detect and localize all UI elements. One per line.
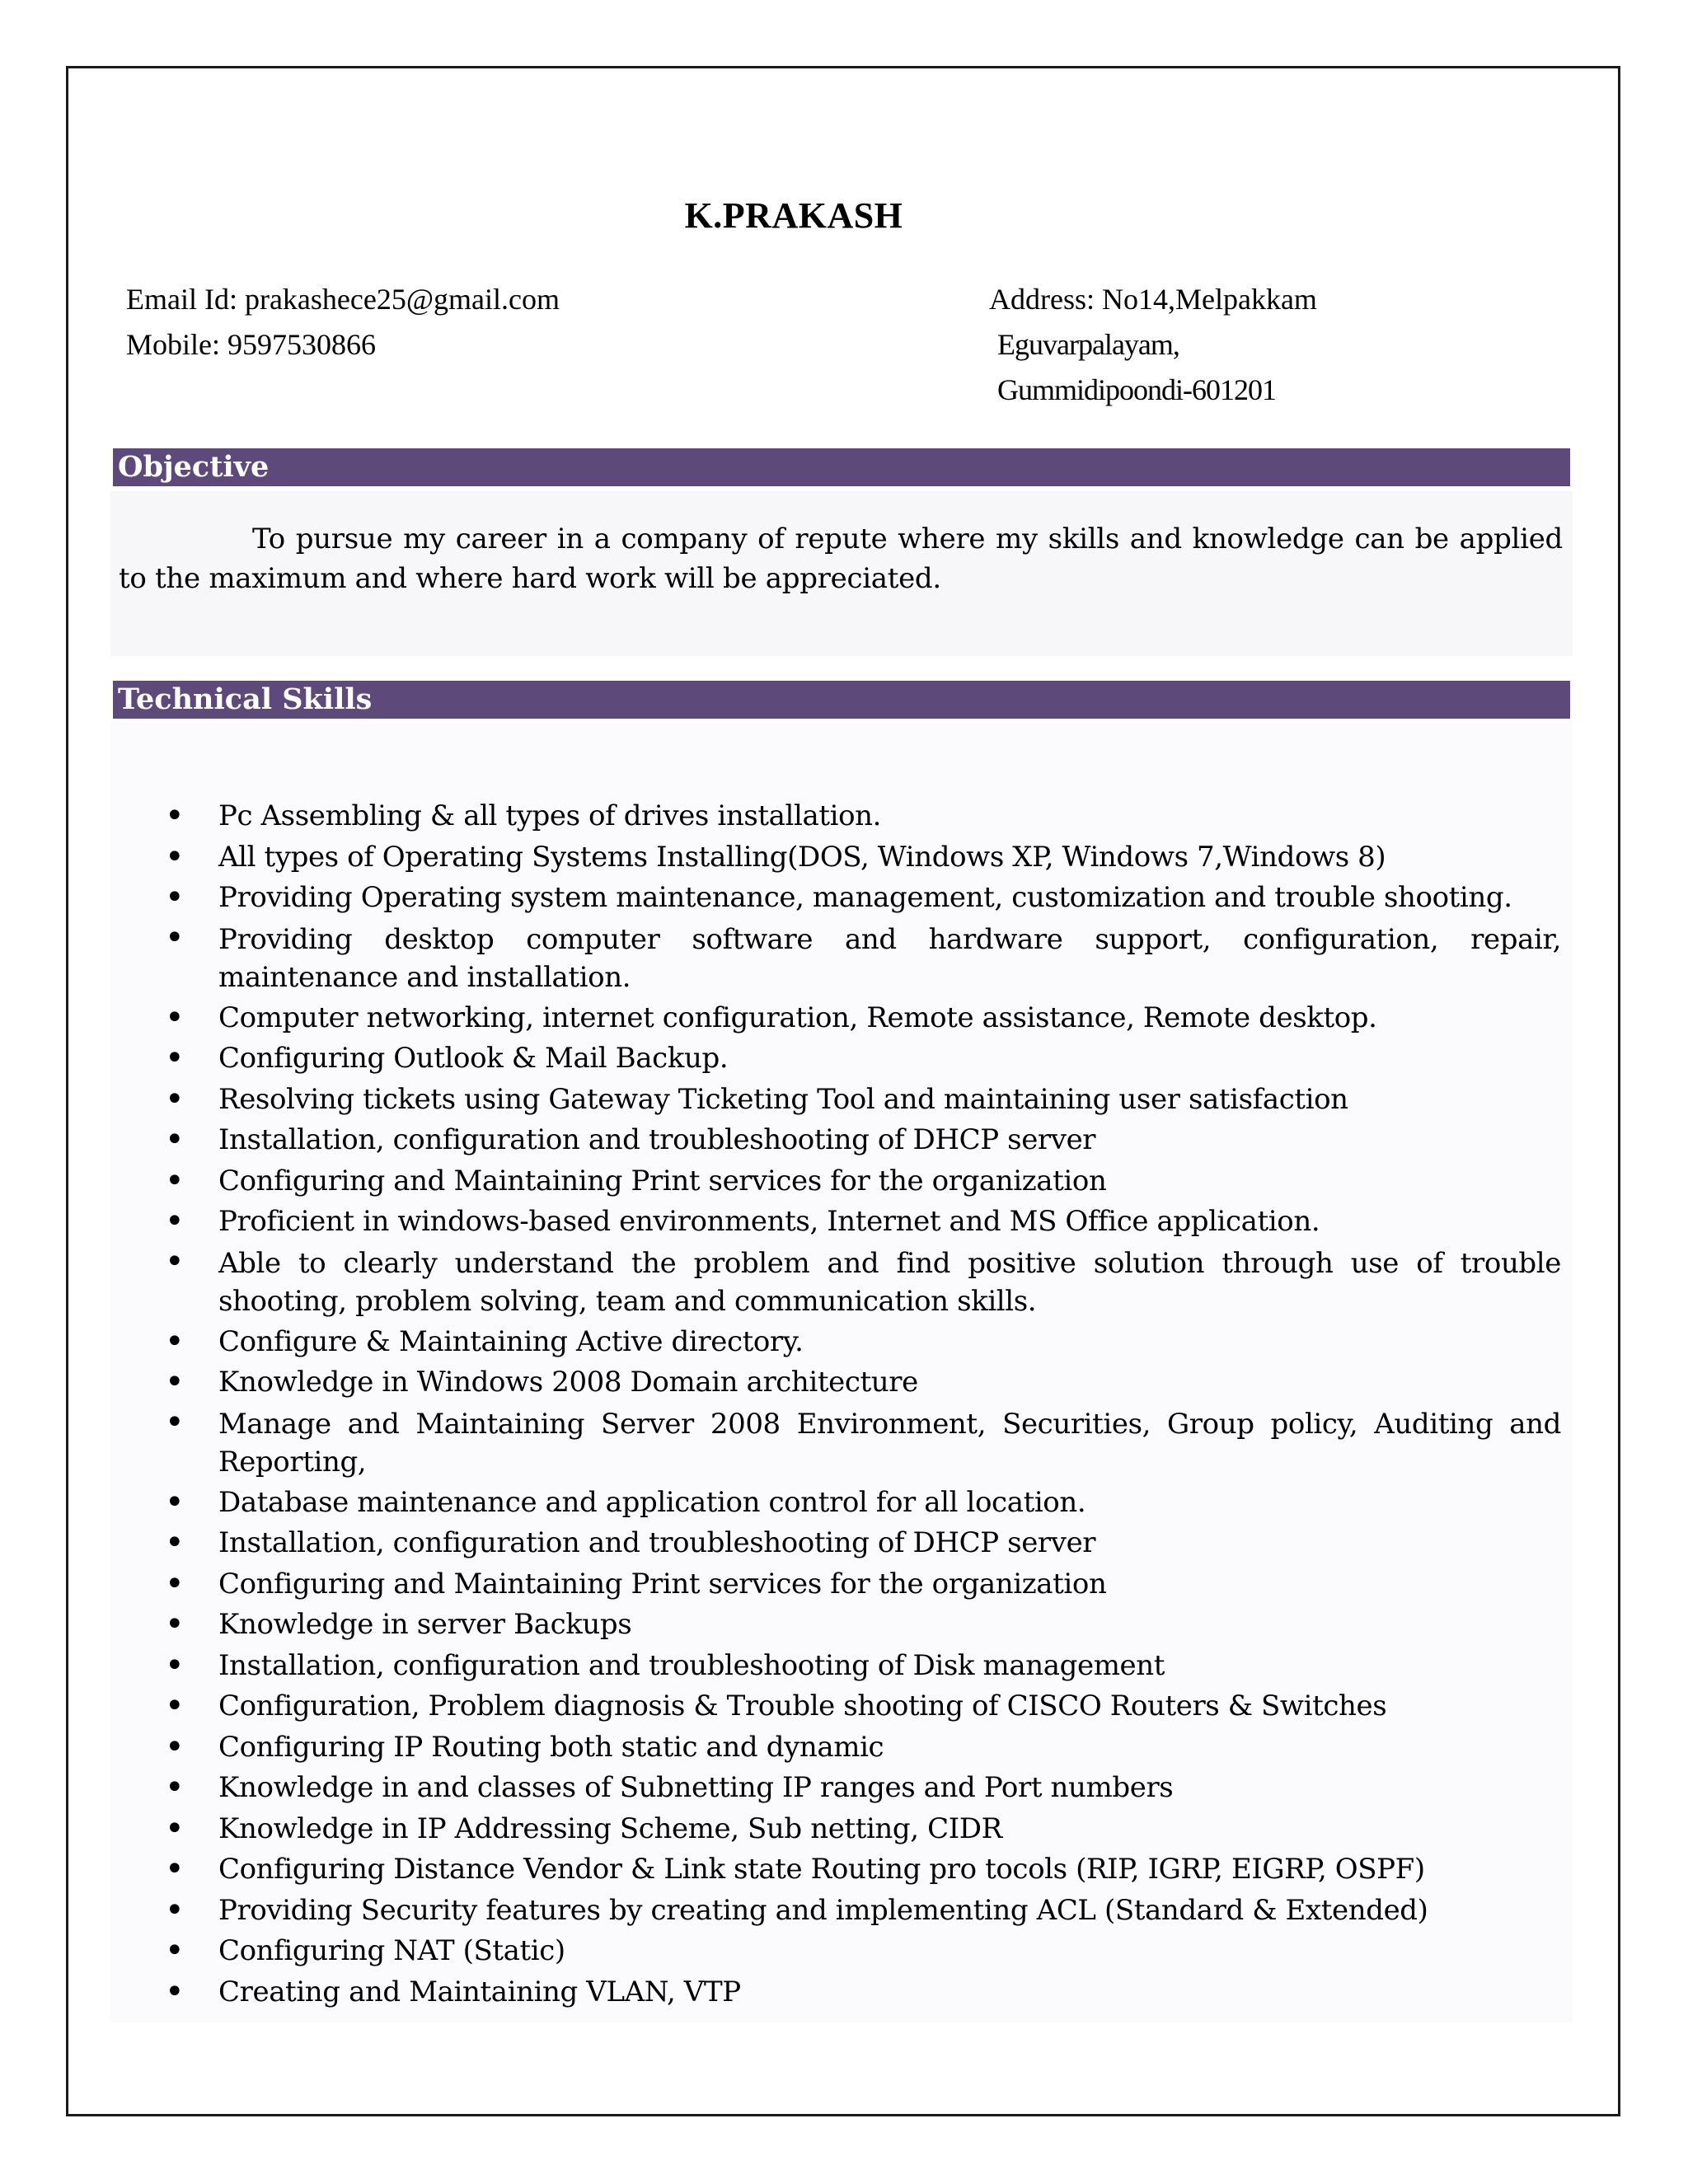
bullet-icon: • (165, 1972, 185, 2011)
skill-text: Providing Operating system maintenance, management, customization and trouble shooting. (218, 881, 1512, 914)
mobile-line: Mobile: 9597530866 (126, 328, 376, 361)
skill-text: Configuring IP Routing both static and dynamic (218, 1730, 884, 1764)
skill-text: Providing Security features by creating and implementing ACL (Standard & Extended) (218, 1893, 1428, 1927)
bullet-icon: • (165, 1932, 185, 1970)
skill-item (0, 1243, 1566, 1322)
skill-item (0, 1605, 1566, 1646)
address-block (989, 277, 1317, 413)
contact-info (126, 277, 560, 368)
skill-text: Knowledge in and classes of Subnetting IP ranges and Port numbers (218, 1771, 1174, 1804)
skill-item (0, 796, 1566, 837)
skill-item (0, 998, 1566, 1039)
skill-text: Configuring Outlook & Mail Backup. (218, 1042, 729, 1075)
skill-item (0, 1891, 1566, 1932)
skill-item (0, 1202, 1566, 1243)
bullet-icon: • (165, 1039, 185, 1077)
skill-item (0, 1931, 1566, 1972)
skill-item (0, 1523, 1566, 1564)
skill-text: Knowledge in server Backups (218, 1608, 632, 1641)
bullet-icon: • (165, 1850, 185, 1888)
bullet-icon: • (165, 1403, 185, 1441)
skill-item (0, 837, 1566, 879)
skill-item (0, 1483, 1566, 1524)
skill-item (0, 1646, 1566, 1687)
skill-item (0, 1362, 1566, 1404)
skill-item (0, 1686, 1566, 1727)
skill-item (0, 1080, 1566, 1121)
skill-item (0, 1322, 1566, 1363)
objective-text: To pursue my career in a company of repute where my skills and knowledge can be applied to the maximum and where hard work will be appreciated. (119, 523, 1563, 595)
bullet-icon: • (165, 1322, 185, 1361)
skill-text: Computer networking, internet configuration, Remote assistance, Remote desktop. (218, 1001, 1377, 1034)
skill-item (0, 1161, 1566, 1202)
skill-text: Pc Assembling & all types of drives installation. (218, 799, 882, 832)
bullet-icon: • (165, 1242, 185, 1281)
bullet-icon: • (165, 1483, 185, 1521)
skill-text: Configuring NAT (Static) (218, 1934, 565, 1967)
bullet-icon: • (165, 797, 185, 835)
skill-item (0, 1972, 1566, 2013)
skill-item (0, 1404, 1566, 1483)
address-line-1: Address: No14,Melpakkam (989, 283, 1317, 316)
skill-item (0, 1727, 1566, 1769)
technical-skills-heading: Technical Skills (113, 681, 1570, 719)
skill-text: Installation, configuration and troubleshooting of Disk management (218, 1648, 1165, 1682)
skill-item (0, 1809, 1566, 1850)
bullet-icon: • (165, 1646, 185, 1685)
bullet-icon: • (165, 837, 185, 876)
bullet-icon: • (165, 918, 185, 957)
bullet-icon: • (165, 879, 185, 916)
skill-item (0, 1038, 1566, 1080)
skill-text: Knowledge in IP Addressing Scheme, Sub netting, CIDR (218, 1811, 1002, 1845)
skill-text: Configuring and Maintaining Print services for the organization (218, 1567, 1107, 1601)
skill-text: Providing desktop computer software and hardware support, configuration, repair, maintenance and installation. (218, 922, 1561, 994)
skill-text: Installation, configuration and troubleshooting of DHCP server (218, 1526, 1096, 1559)
address-line-3: Gummidipoondi-601201 (997, 373, 1276, 406)
skill-text: Able to clearly understand the problem and find positive solution through use of trouble shooting, problem solving, team and communication skills. (218, 1246, 1561, 1318)
skill-text: Database maintenance and application control for all location. (218, 1485, 1086, 1519)
bullet-icon: • (165, 1727, 185, 1766)
bullet-icon: • (165, 1363, 185, 1401)
candidate-name: K.PRAKASH (684, 195, 903, 236)
skill-item (0, 1849, 1566, 1891)
skill-text: Manage and Maintaining Server 2008 Environment, Securities, Group policy, Auditing and Reporting, (218, 1407, 1561, 1479)
technical-skills-list (0, 796, 1566, 2013)
bullet-icon: • (165, 998, 185, 1037)
address-line-2: Eguvarpalayam, (997, 328, 1179, 361)
bullet-icon: • (165, 1080, 185, 1118)
bullet-icon: • (165, 1687, 185, 1725)
skill-text: Proficient in windows-based environments, Internet and MS Office application. (218, 1205, 1320, 1238)
bullet-icon: • (165, 1769, 185, 1807)
bullet-icon: • (165, 1809, 185, 1848)
skill-text: Resolving tickets using Gateway Ticketing Tool and maintaining user satisfaction (218, 1082, 1348, 1116)
skill-text: Configuration, Problem diagnosis & Trouble shooting of CISCO Routers & Switches (218, 1690, 1387, 1722)
skill-text: Knowledge in Windows 2008 Domain architecture (218, 1366, 918, 1399)
bullet-icon: • (165, 1202, 185, 1240)
skill-item (0, 919, 1566, 998)
skill-item (0, 1564, 1566, 1605)
skill-text: All types of Operating Systems Installing(DOS, Windows XP, Windows 7,Windows 8) (218, 840, 1386, 874)
skill-text: Installation, configuration and troubleshooting of DHCP server (218, 1123, 1096, 1156)
skill-item (0, 878, 1566, 919)
skill-item (0, 1120, 1566, 1161)
bullet-icon: • (165, 1605, 185, 1643)
skill-text: Configuring Distance Vendor & Link state Routing pro tocols (RIP, IGRP, EIGRP, OSPF) (218, 1853, 1425, 1886)
objective-heading: Objective (113, 448, 1570, 486)
skill-item (0, 1768, 1566, 1809)
bullet-icon: • (165, 1121, 185, 1159)
bullet-icon: • (165, 1161, 185, 1200)
skill-text: Creating and Maintaining VLAN, VTP (218, 1975, 741, 2008)
bullet-icon: • (165, 1891, 185, 1929)
bullet-icon: • (165, 1524, 185, 1562)
skill-text: Configuring and Maintaining Print services for the organization (218, 1164, 1107, 1197)
email-line: Email Id: prakashece25@gmail.com (126, 283, 560, 316)
skill-text: Configure & Maintaining Active directory. (218, 1324, 804, 1358)
bullet-icon: • (165, 1564, 185, 1603)
